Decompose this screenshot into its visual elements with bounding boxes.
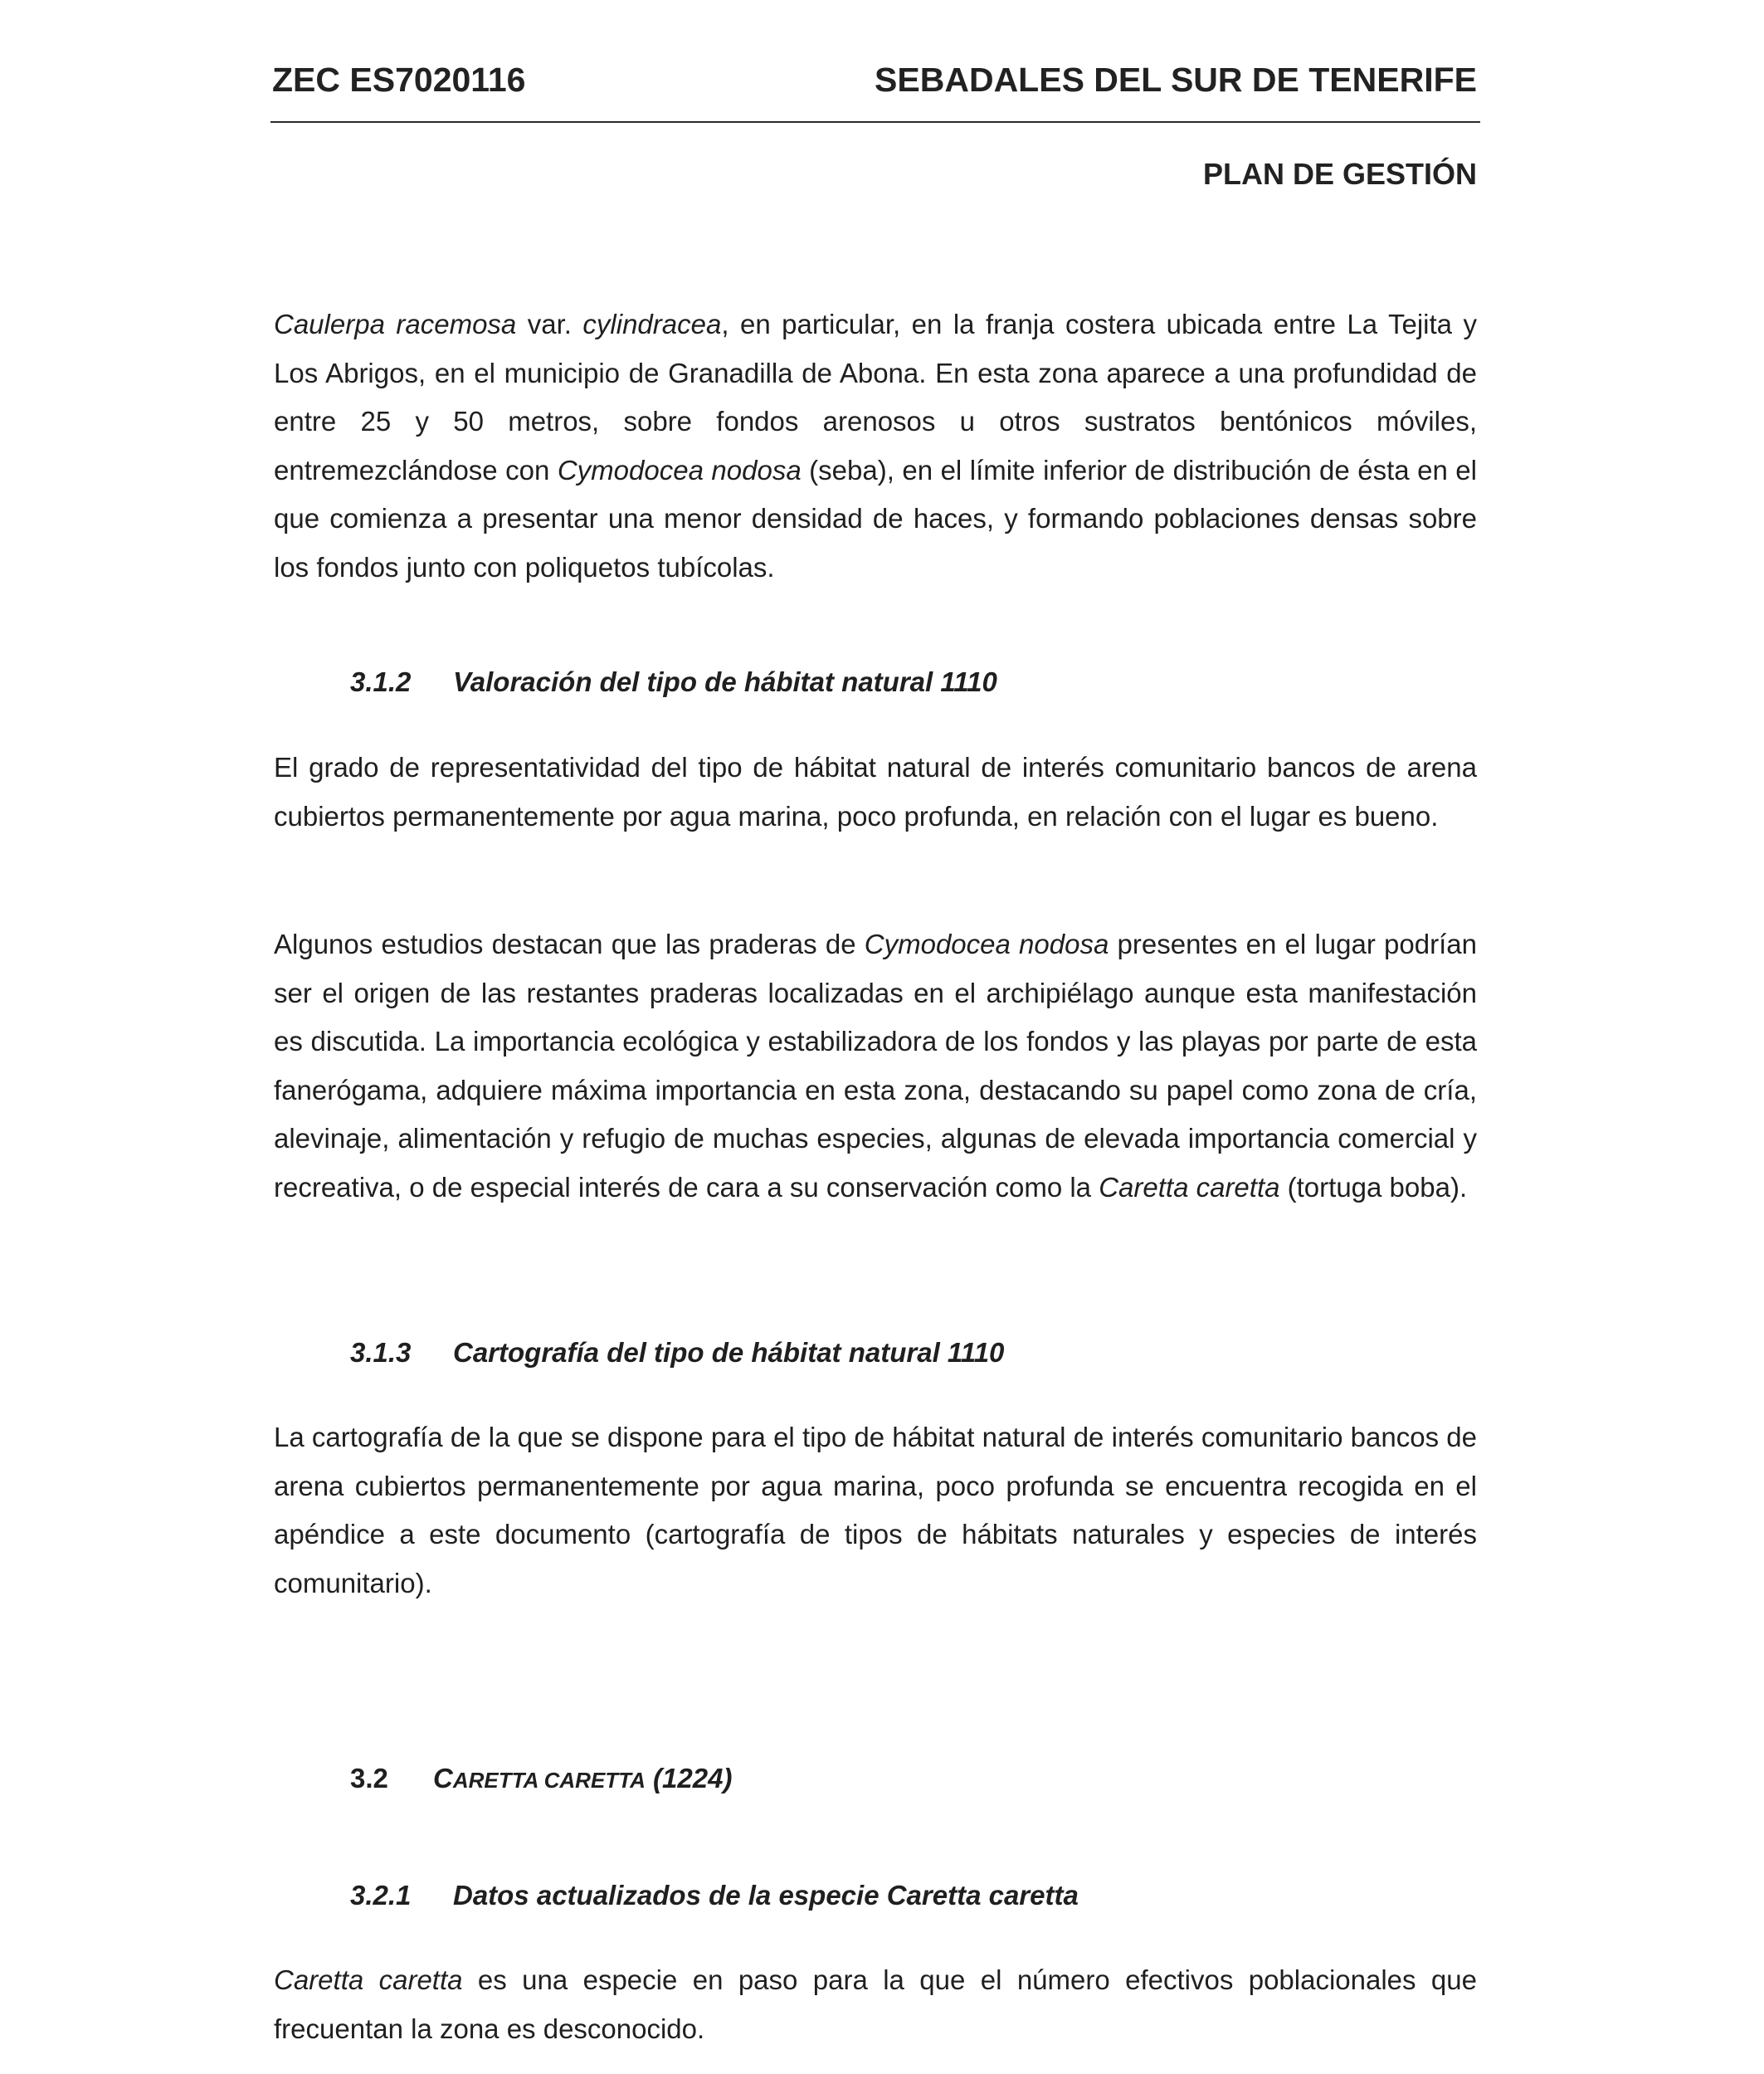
header-divider <box>270 121 1480 123</box>
section-heading-3-2-1 <box>350 1875 1079 1916</box>
species-name: Caulerpa racemosa <box>274 309 517 339</box>
paragraph-estudios: Algunos estudios destacan que las praderas de Cymodocea nodosa presentes en el lugar podrían ser el origen de las restantes praderas localizadas en el archipiélago aunque esta manifestación es discutida. La importancia ecológica y estabilizadora de los fondos y las playas por parte de esta fanerógama, adquiere máxima importancia en esta zona, destacando su papel como zona de cría, alevinaje, alimentación y refugio de muchas especies, algunas de elevada importancia comercial y recreativa, o de especial interés de cara a su conservación como la Caretta caretta (tortuga boba). <box>274 929 1477 1203</box>
species-name: Cymodocea nodosa <box>864 929 1109 959</box>
paragraph-caulerpa: Caulerpa racemosa var. cylindracea, en particular, en la franja costera ubicada entre La Tejita y Los Abrigos, en el municipio de Granadilla de Abona. En esta zona aparece a una profundidad de entre 25 y 50 metros, sobre fondos arenosos u otros sustratos bentónicos móviles, entremezclándose con Cymodocea nodosa (seba), en el límite inferior de distribución de ésta en el que comienza a presentar una menor densidad de haces, y formando poblaciones densas sobre los fondos junto con poliquetos tubícolas. <box>274 309 1477 583</box>
section-number: 3.2.1 <box>350 1880 412 1911</box>
paragraph-representatividad: El grado de representatividad del tipo de hábitat natural de interés comunitario bancos de arena cubiertos permanentemente por agua marina, poco profunda, en relación con el lugar es bueno. <box>274 752 1477 832</box>
species-name: Caretta caretta <box>1099 1171 1280 1203</box>
section-title: Cartografía del tipo de hábitat natural 1110 <box>453 1337 1005 1368</box>
section-number: 3.1.2 <box>350 666 412 697</box>
paragraph-caretta: Caretta caretta es una especie en paso para la que el número efectivos poblacionales que frecuentan la zona es desconocido. <box>274 1964 1477 2044</box>
section-title: Datos actualizados de la especie Caretta caretta <box>453 1880 1079 1911</box>
section-title: CARETTA CARETTA (1224) <box>433 1763 733 1793</box>
section-title: Valoración del tipo de hábitat natural 1110 <box>453 666 997 697</box>
page-header <box>272 55 1477 105</box>
header-subtitle: PLAN DE GESTIÓN <box>1202 157 1477 191</box>
header-site-code: ZEC ES7020116 <box>272 61 526 99</box>
species-name: Cymodocea nodosa <box>557 454 802 486</box>
section-heading-3-2 <box>350 1758 732 1801</box>
section-number: 3.1.3 <box>350 1337 412 1368</box>
section-heading-3-1-2 <box>350 661 997 703</box>
paragraph-cartografia: La cartografía de la que se dispone para el tipo de hábitat natural de interés comunitario bancos de arena cubiertos permanentemente por agua marina, poco profunda se encuentra recogida en el apéndice a este documento (cartografía de tipos de hábitats naturales y especies de interés comunitario). <box>274 1422 1477 1598</box>
section-number: 3.2 <box>350 1763 388 1793</box>
header-site-name: SEBADALES DEL SUR DE TENERIFE <box>875 61 1477 99</box>
species-variety: cylindracea <box>582 309 722 339</box>
section-heading-3-1-3 <box>350 1332 1004 1374</box>
species-name: Caretta caretta <box>274 1964 463 1995</box>
